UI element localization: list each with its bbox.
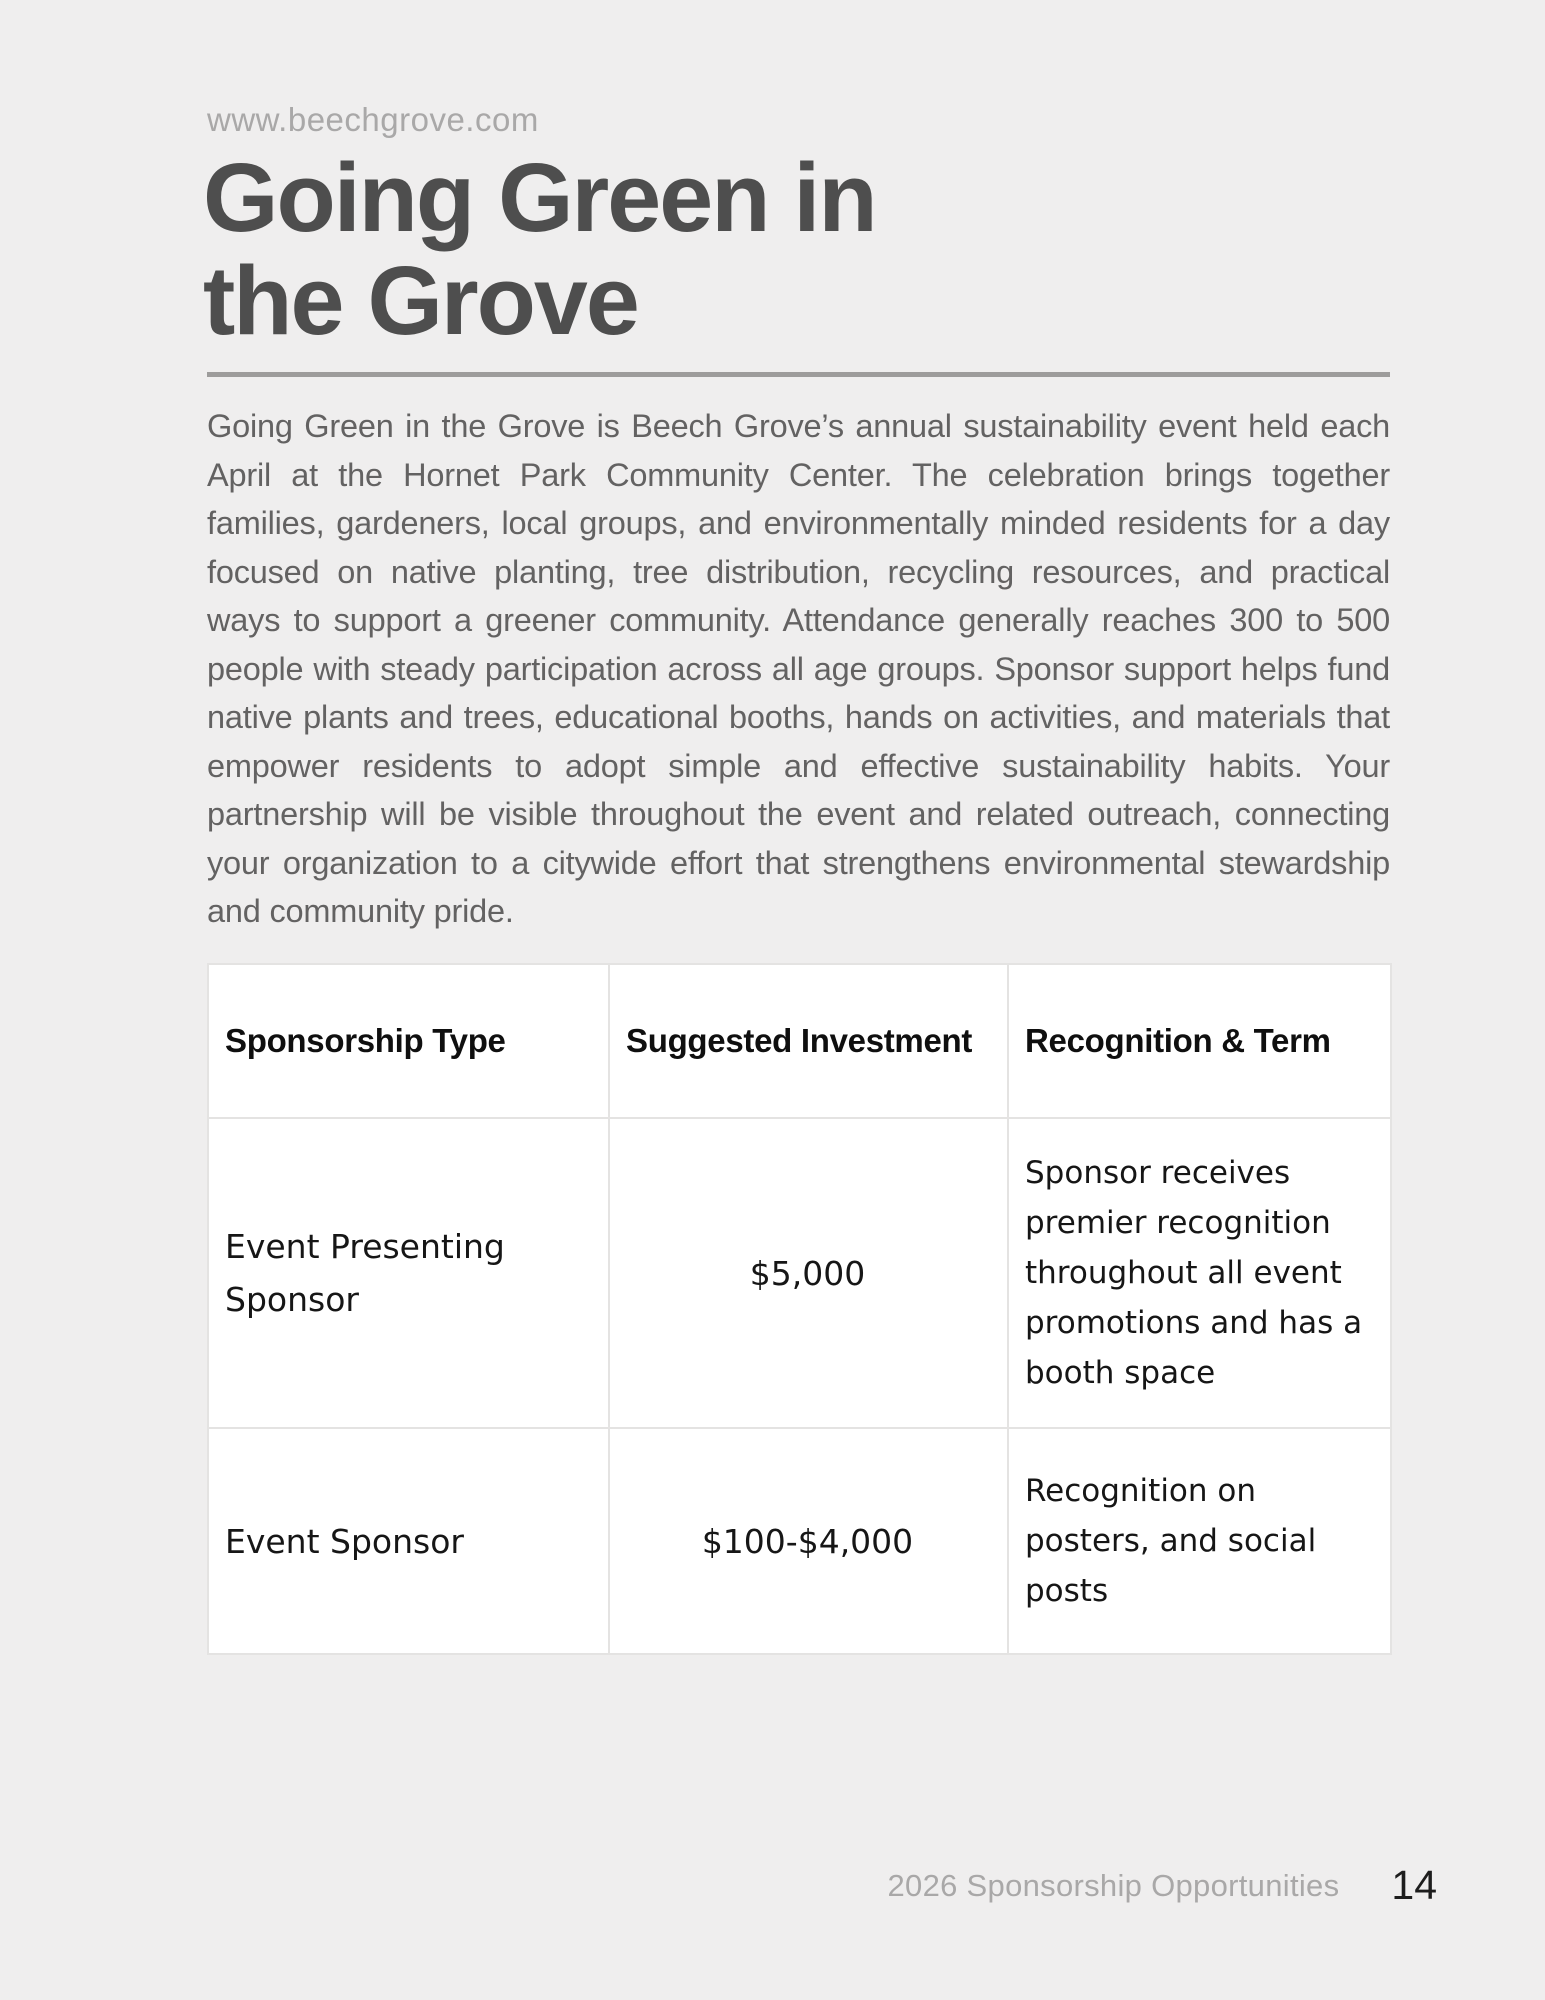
sponsorship-table xyxy=(207,963,1392,1655)
site-url: www.beechgrove.com xyxy=(207,101,539,138)
page-title-line2: the Grove xyxy=(203,246,638,355)
intro-paragraph: Going Green in the Grove is Beech Grove’s annual sustainability event held each April at the Hornet Park Community Center. The celebration brings together families, gardeners, local groups, and environmentally minded residents for a day focused on native planting, tree distribution, recycling resources, and practical ways to support a greener community. Attendance generally reaches 300 to 500 people with steady participation across all age groups. Sponsor support helps fund native plants and trees, educational booths, hands on activities, and materials that empower residents to adopt simple and effective sustainability habits. Your partnership will be visible throughout the event and related outreach, connecting your organization to a citywide effort that strengthens environmental stewardship and community pride. xyxy=(207,408,1390,929)
cell-investment: $5,000 xyxy=(609,1118,1008,1428)
table-header-row xyxy=(208,964,1391,1118)
cell-recognition: Recognition on posters, and social posts xyxy=(1008,1428,1391,1654)
table-row-event-presenting-sponsor xyxy=(208,1118,1391,1428)
page-title xyxy=(203,143,876,355)
title-divider-rule xyxy=(207,372,1390,377)
page-footer xyxy=(887,1862,1437,1909)
footer-page-number: 14 xyxy=(1391,1862,1437,1908)
cell-sponsorship-type: Event Presenting Sponsor xyxy=(208,1118,609,1428)
cell-sponsorship-type: Event Sponsor xyxy=(208,1428,609,1654)
table-row-event-sponsor xyxy=(208,1428,1391,1654)
cell-recognition: Sponsor receives premier recognition throughout all event promotions and has a booth space xyxy=(1008,1118,1391,1428)
footer-label: 2026 Sponsorship Opportunities xyxy=(887,1867,1340,1903)
header-cell-suggested-investment: Suggested Investment xyxy=(609,964,1008,1118)
page-title-line1: Going Green in xyxy=(203,143,876,252)
header-cell-sponsorship-type: Sponsorship Type xyxy=(208,964,609,1118)
page-content xyxy=(203,0,1390,2000)
cell-investment: $100-$4,000 xyxy=(609,1428,1008,1654)
header-cell-recognition-term: Recognition & Term xyxy=(1008,964,1391,1118)
